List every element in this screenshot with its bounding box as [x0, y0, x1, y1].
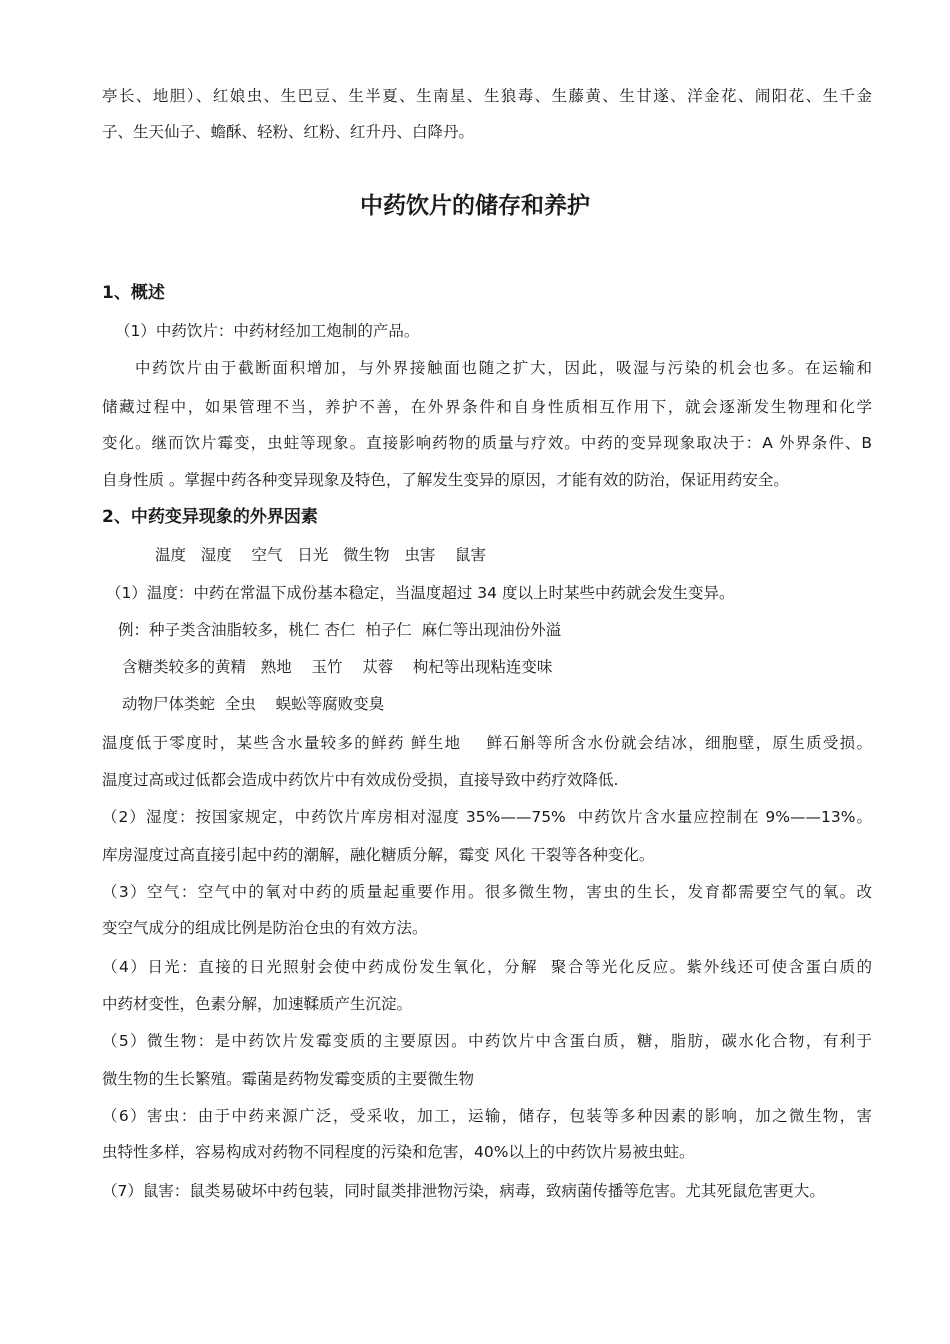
example-line: 例：种子类含油脂较多，桃仁 杏仁 柏子仁 麻仁等出现油份外溢 — [118, 621, 562, 639]
section-1-paragraph-line: 中药饮片由于截断面积增加，与外界接触面也随之扩大，因此，吸湿与污染的机会也多。在运输和 — [135, 359, 872, 377]
example-line: 含糖类较多的黄精 熟地 玉竹 苁蓉 枸杞等出现粘连变味 — [122, 658, 553, 676]
section-1-paragraph-line: 储藏过程中，如果管理不当，养护不善，在外界条件和自身性质相互作用下，就会逐渐发生物理和化学 — [102, 398, 872, 416]
air-item: （3）空气：空气中的氧对中药的质量起重要作用。很多微生物，害虫的生长，发育都需要空气的氧。改 — [102, 883, 872, 901]
microbe-item: （5）微生物：是中药饮片发霉变质的主要原因。中药饮片中含蛋白质，糖，脂肪，碳水化合物，有利于 — [102, 1032, 872, 1050]
section-1-heading: 1、概述 — [102, 283, 165, 303]
section-1-paragraph-line: 自身性质 。掌握中药各种变异现象及特色，了解发生变异的原因，才能有效的防治，保证用药安全。 — [102, 471, 789, 489]
pest-item: （6）害虫：由于中药来源广泛，受采收，加工，运输，储存，包装等多种因素的影响，加之微生物，害 — [102, 1107, 872, 1125]
humidity-item-cont: 库房湿度过高直接引起中药的潮解，融化糖质分解，霉变 风化 干裂等各种变化。 — [102, 846, 655, 864]
temperature-note-line: 温度过高或过低都会造成中药饮片中有效成份受损，直接导致中药疗效降低. — [102, 771, 619, 789]
section-1-definition: （1）中药饮片：中药材经加工炮制的产品。 — [115, 322, 420, 340]
section-1-paragraph-line: 变化。继而饮片霉变，虫蛀等现象。直接影响药物的质量与疗效。中药的变异现象取决于：A 外界条件、B — [102, 434, 872, 452]
example-line: 动物尸体类蛇 全虫 蜈蚣等腐败变臭 — [122, 695, 385, 713]
continuation-line-2: 子、生天仙子、蟾酥、轻粉、红粉、红升丹、白降丹。 — [102, 123, 475, 141]
humidity-item: （2）湿度：按国家规定，中药饮片库房相对湿度 35%——75% 中药饮片含水量应控制在 9%——13%。 — [102, 808, 872, 826]
section-2-heading: 2、中药变异现象的外界因素 — [102, 507, 318, 527]
sunlight-item: （4）日光：直接的日光照射会使中药成份发生氧化，分解 聚合等光化反应。紫外线还可使含蛋白质的 — [102, 958, 872, 976]
page-title: 中药饮片的储存和养护 — [360, 193, 590, 219]
temperature-item: （1）温度：中药在常温下成份基本稳定，当温度超过 34 度以上时某些中药就会发生变异。 — [106, 584, 735, 602]
microbe-item-cont: 微生物的生长繁殖。霉菌是药物发霉变质的主要微生物 — [102, 1070, 475, 1088]
continuation-line-1: 亭长、地胆）、红娘虫、生巴豆、生半夏、生南星、生狼毒、生藤黄、生甘遂、洋金花、闹阳花、生千金 — [102, 87, 872, 105]
air-item-cont: 变空气成分的组成比例是防治仓虫的有效方法。 — [102, 919, 428, 937]
temperature-note-line: 温度低于零度时，某些含水量较多的鲜药 鲜生地 鲜石斛等所含水份就会结冰，细胞壁，原生质受损。 — [102, 734, 872, 752]
pest-item-cont: 虫特性多样，容易构成对药物不同程度的污染和危害，40%以上的中药饮片易被虫蛀。 — [102, 1143, 695, 1161]
factor-list: 温度 湿度 空气 日光 微生物 虫害 鼠害 — [155, 546, 487, 564]
sunlight-item-cont: 中药材变性，色素分解，加速鞣质产生沉淀。 — [102, 995, 413, 1013]
rodent-item: （7）鼠害：鼠类易破坏中药包装，同时鼠类排泄物污染，病毒，致病菌传播等危害。尤其死鼠危害更大。 — [102, 1182, 825, 1200]
